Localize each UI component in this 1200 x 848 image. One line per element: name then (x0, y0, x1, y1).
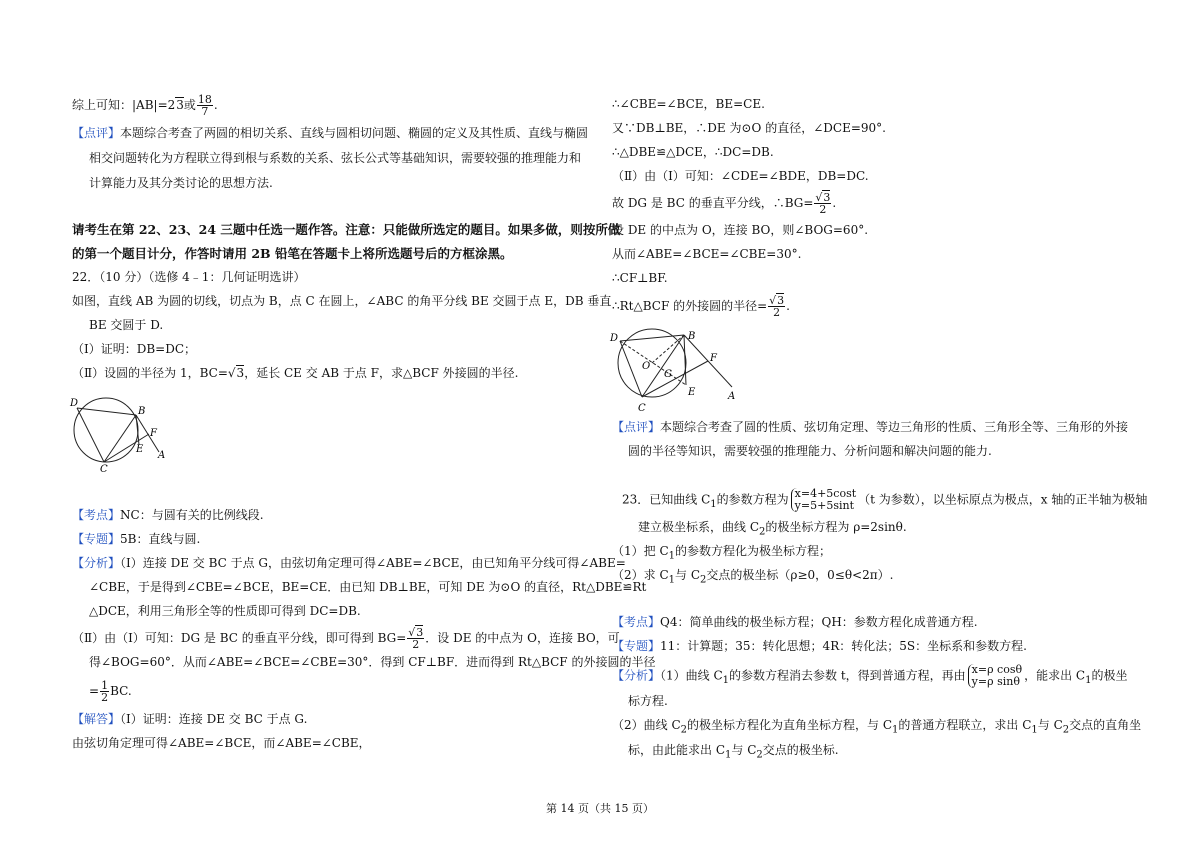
q22-keypoint (72, 507, 264, 523)
subscript: 1 (892, 724, 899, 736)
q23-line-2-text: 建立极坐标系，曲线 C (638, 520, 759, 534)
topic-text: 11：计算题；35：转化思想；4R：转化法；5S：坐标系和参数方程. (660, 639, 1027, 653)
equation-x: x=4+5cost (794, 487, 857, 500)
line-DE (620, 341, 686, 385)
bc-text: BC. (110, 684, 132, 698)
proof-line-6: 设 DE 的中点为 O，连接 BO，则∠BOG=60°. (612, 223, 869, 237)
review-text: 本题综合考查了两圆的相切关系、直线与圆相切问题、椭圆的定义及其性质、直线与椭圆 (120, 126, 589, 140)
analysis-3-text-3: 的普通方程联立，求出 C (898, 718, 1032, 732)
subscript: 1 (725, 749, 732, 761)
summary-line (72, 94, 218, 117)
part-2-text-mid: 与 C (675, 568, 701, 582)
subscript: 1 (710, 498, 717, 510)
solution-tag: 【解答】 (72, 712, 121, 726)
line-CF (642, 361, 708, 397)
subscript: 2 (756, 749, 763, 761)
q23-analysis-1 (612, 664, 1128, 689)
analysis-4-text-2: 与 C (731, 743, 757, 757)
subscript: 1 (668, 574, 676, 586)
numerator: 18 (197, 93, 212, 106)
subscript: 1 (722, 674, 730, 686)
review2-line-1 (612, 419, 1128, 435)
part-1-text: （1）把 C (612, 544, 669, 558)
q22-analysis-4 (72, 627, 620, 650)
q23-analysis-4 (628, 742, 839, 763)
keypoint-text: Q4：简单曲线的极坐标方程；QH：参数方程化成普通方程. (660, 615, 978, 629)
q23-text-2: 的参数方程为 (716, 492, 789, 507)
solution-text: （Ⅰ）证明：连接 DE 交 BC 于点 G. (120, 712, 308, 726)
numerator: √3 (408, 626, 424, 639)
page-footer: 第 14 页（共 15 页） (546, 802, 654, 815)
or-text: 或 (183, 98, 196, 112)
label-C: C (638, 403, 646, 414)
fraction (100, 680, 109, 703)
numerator: √3 (769, 294, 785, 307)
subscript: 1 (1085, 674, 1092, 686)
analysis-text-4: 的极坐 (1091, 668, 1128, 683)
analysis-tag: 【分析】 (72, 556, 121, 570)
review-line-1 (72, 125, 588, 141)
line-DB (77, 408, 136, 415)
q22-figure (64, 390, 174, 474)
analysis-4-text-3: 交点的极坐标. (762, 743, 839, 757)
part-1-text-end: 的参数方程化为极坐标方程； (675, 544, 832, 558)
q23-keypoint (612, 614, 978, 630)
q23-line-1 (622, 488, 1147, 513)
part-2-text: （2）求 C (612, 568, 669, 582)
label-G: G (664, 369, 672, 380)
review-line-2: 相交问题转化为方程联立得到根与系数的关系、弦长公式等基础知识，需要较强的推理能力和 (89, 151, 582, 165)
analysis-3-text-2: 的极坐标方程化为直角坐标方程，与 C (687, 718, 893, 732)
line-DC (620, 341, 642, 397)
q23-topic (612, 638, 1027, 654)
q23-analysis-3 (612, 717, 1141, 738)
review-text: 本题综合考查了圆的性质、弦切角定理、等边三角形的性质、三角形全等、三角形的外接 (660, 420, 1129, 434)
q22-solution-1 (72, 711, 307, 727)
q22-analysis-3: △DCE，利用三角形全等的性质即可得到 DC=DB. (89, 604, 361, 618)
sqrt-radicand: 3 (823, 191, 831, 204)
sqrt-radicand: 3 (236, 366, 245, 380)
q22-analysis-6 (89, 680, 132, 703)
review2-line-2: 圆的半径等知识，需要较强的推理能力、分析问题和解决问题的能力. (628, 444, 992, 458)
proof-line-1: ∴∠CBE=∠BCE，BE=CE. (612, 97, 765, 111)
review-line-3: 计算能力及其分类讨论的思想方法. (89, 176, 273, 190)
denominator: 2 (412, 638, 420, 651)
fraction (197, 94, 213, 117)
analysis-3-text: （2）曲线 C (612, 718, 681, 732)
period: . (786, 299, 790, 313)
analysis-3-text-4: 与 C (1037, 718, 1063, 732)
subscript: 1 (668, 550, 676, 562)
q22-stem-line-2: BE 交圆于 D. (89, 318, 164, 332)
polar-equation-system (968, 664, 1022, 688)
equals: = (89, 684, 100, 698)
subscript: 2 (1062, 724, 1070, 736)
denominator: 2 (819, 203, 827, 216)
period: . (832, 196, 837, 210)
notice-line-1: 请考生在第 22、23、24 三题中任选一题作答。注意：只能做所选定的题目。如果多做，则按所做 (72, 222, 621, 237)
sqrt-radicand: 3 (416, 626, 424, 639)
part-2-text-end: 交点的极坐标（ρ≥0，0≤θ<2π）. (706, 568, 894, 582)
fraction (407, 627, 424, 650)
label-F: F (150, 428, 157, 439)
label-C: C (100, 464, 108, 474)
q22-title: 22．（10 分）（选修 4﹣1：几何证明选讲） (72, 270, 306, 284)
equation-x: x=ρ cosθ (971, 663, 1023, 676)
q22-stem-line-1: 如图，直线 AB 为圆的切线，切点为 B，点 C 在圆上，∠ABC 的角平分线 BE 交圆于点 E，DB 垂直 (72, 294, 612, 308)
fraction (768, 295, 785, 318)
subscript: 2 (700, 574, 707, 586)
q22-part-2-text: （Ⅱ）设圆的半径为 1，BC= (72, 366, 228, 380)
keypoint-tag: 【考点】 (72, 508, 121, 522)
label-E: E (688, 387, 696, 398)
proof-9-text: ∴Rt△BCF 的外接圆的半径= (612, 299, 768, 313)
analysis-text: （Ⅰ）连接 DE 交 BC 于点 G，由弦切角定理可得∠ABE=∠BCE，由已知角平分线可得∠ABE= (120, 556, 626, 570)
q22-part-2: （Ⅱ）设圆的半径为 1，BC=√3，延长 CE 交 AB 于点 F，求△BCF 外接圆的半径. (72, 366, 519, 380)
q23-line-2-text-end: 的极坐标方程为 ρ=2sinθ. (765, 520, 907, 534)
label-B: B (138, 406, 146, 417)
proof-line-9 (612, 295, 790, 318)
label-D: D (70, 398, 79, 409)
numerator: 1 (101, 679, 109, 692)
q23-part-1 (612, 543, 831, 564)
sqrt-radicand: 3 (176, 98, 184, 112)
analysis-text-3: ，能求出 C (1024, 668, 1086, 683)
analysis-4-text: （Ⅱ）由（Ⅰ）可知：DG 是 BC 的垂直平分线，即可得到 BG= (72, 631, 407, 645)
proof-line-2: 又∵DB⊥BE，∴DE 为⊙O 的直径，∠DCE=90°. (612, 121, 886, 135)
line-DC (77, 408, 104, 462)
denominator: 2 (101, 691, 109, 704)
q22-solution-figure (604, 325, 744, 415)
topic-text: 5B：直线与圆. (120, 532, 201, 546)
fraction (814, 192, 831, 215)
label-A: A (158, 450, 166, 461)
subscript: 2 (759, 526, 766, 538)
circle (74, 398, 138, 462)
keypoint-text: NC：与圆有关的比例线段. (120, 508, 264, 522)
subscript: 2 (680, 724, 688, 736)
subscript: 1 (1031, 724, 1038, 736)
q22-part-1: （Ⅰ）证明：DB=DC； (72, 342, 197, 356)
numerator: √3 (815, 191, 831, 204)
topic-tag: 【专题】 (612, 639, 661, 653)
q22-topic (72, 531, 200, 547)
review-tag: 【点评】 (612, 420, 661, 434)
proof-line-5 (612, 192, 836, 215)
q23-text: 23．已知曲线 C (622, 492, 711, 507)
label-F: F (710, 353, 717, 364)
proof-5-text: 故 DG 是 BC 的垂直平分线，∴BG= (612, 196, 814, 210)
analysis-tag: 【分析】 (612, 668, 661, 683)
equation-y: y=ρ sinθ (971, 675, 1020, 688)
analysis-4-text: 标，由此能求出 C (628, 743, 725, 757)
proof-line-8: ∴CF⊥BF. (612, 271, 668, 285)
analysis-text-2: 的参数方程消去参数 t，得到普通方程，再由 (729, 668, 966, 683)
label-A: A (728, 391, 736, 402)
q22-analysis-1 (72, 555, 626, 571)
label-B: B (688, 331, 696, 342)
q22-part-2-text-end: ，延长 CE 交 AB 于点 F，求△BCF 外接圆的半径. (244, 366, 519, 380)
label-D: D (610, 333, 619, 344)
notice-line-2: 的第一个题目计分，作答时请用 2B 铅笔在答题卡上将所选题号后的方框涂黑。 (72, 246, 513, 261)
review-tag: 【点评】 (72, 126, 121, 140)
q22-solution-2: 由弦切角定理可得∠ABE=∠BCE，而∠ABE=∠CBE， (72, 736, 371, 750)
label-E: E (136, 444, 144, 455)
proof-line-3: ∴△DBE≌△DCE，∴DC=DB. (612, 145, 774, 159)
sqrt-radicand: 3 (777, 294, 785, 307)
line-CB (104, 415, 136, 462)
proof-line-7: 从而∠ABE=∠BCE=∠CBE=30°. (612, 247, 802, 261)
equation-y: y=5+5sint (794, 499, 854, 512)
period: . (213, 98, 218, 112)
param-equation-system (791, 488, 856, 512)
analysis-4-text-end: ．设 DE 的中点为 O，连接 BO，可 (425, 631, 620, 645)
summary-text: 综上可知：|AB|=2 (72, 98, 176, 112)
q23-text-3: （t 为参数），以坐标原点为极点，x 轴的正半轴为极轴 (858, 492, 1148, 507)
label-O: O (642, 361, 651, 372)
q23-part-2 (612, 567, 893, 588)
topic-tag: 【专题】 (72, 532, 121, 546)
analysis-3-text-5: 交点的直角坐 (1069, 718, 1142, 732)
denominator: 2 (773, 306, 781, 319)
proof-line-4: （Ⅱ）由（Ⅰ）可知：∠CDE=∠BDE，DB=DC. (612, 169, 869, 183)
q23-analysis-2: 标方程. (628, 694, 668, 708)
keypoint-tag: 【考点】 (612, 615, 661, 629)
denominator: 7 (201, 105, 209, 118)
q23-line-2 (638, 519, 907, 540)
q22-analysis-2: ∠CBE，于是得到∠CBE=∠BCE，BE=CE．由已知 DB⊥BE，可知 DE 为⊙O 的直径，Rt△DBE≌Rt (89, 580, 647, 594)
q22-analysis-5: 得∠BOG=60°．从而∠ABE=∠BCE=∠CBE=30°．得到 CF⊥BF．进而得到 Rt△BCF 的外接圆的半径 (89, 655, 656, 669)
analysis-text: （1）曲线 C (660, 668, 723, 683)
